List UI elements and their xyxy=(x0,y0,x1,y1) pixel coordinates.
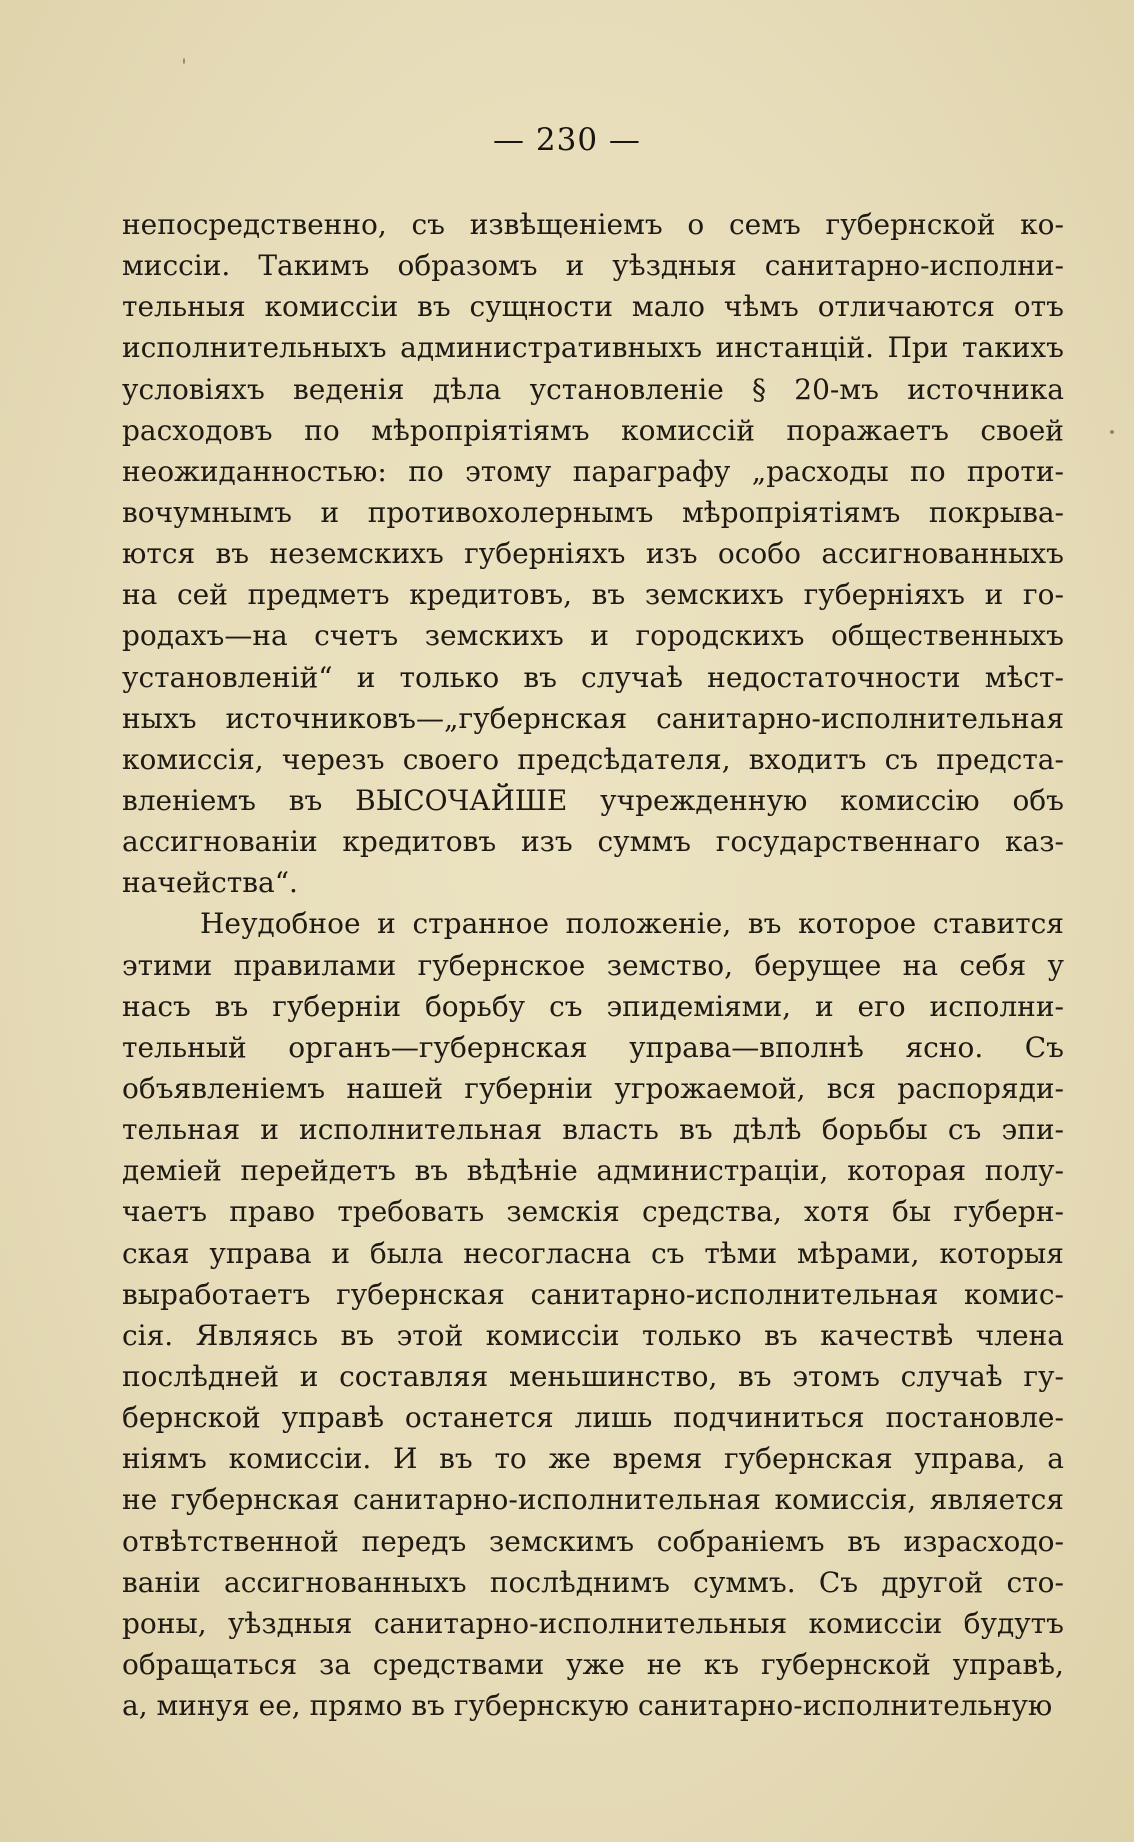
word: „расходы xyxy=(751,454,889,488)
text-line xyxy=(122,1191,1064,1232)
word: полу- xyxy=(984,1154,1064,1188)
word: 20-мъ xyxy=(794,372,879,406)
word: вся xyxy=(826,1071,876,1105)
word: государственнаго xyxy=(715,825,981,859)
word: насъ xyxy=(122,989,191,1023)
word: управа—вполнѣ xyxy=(629,1030,864,1064)
text-line xyxy=(122,327,1064,368)
word: то xyxy=(494,1442,527,1476)
word: земство, xyxy=(606,948,734,982)
word: вленіемъ xyxy=(122,783,256,817)
word: въ xyxy=(738,1359,772,1393)
word: управа, xyxy=(914,1442,1026,1476)
word: учрежденную xyxy=(600,783,808,817)
word: эпидеміями, xyxy=(606,989,792,1023)
word: санитарно-исполни- xyxy=(764,249,1064,283)
word: управѣ xyxy=(281,1401,385,1435)
word: губернской xyxy=(825,208,996,241)
word: ются xyxy=(122,537,196,571)
word: параграфу xyxy=(572,454,731,488)
word: постановле- xyxy=(885,1401,1064,1435)
word: административныхъ xyxy=(400,331,703,365)
text-line xyxy=(122,1603,1064,1644)
word: этой xyxy=(396,1318,464,1352)
word: управѣ, xyxy=(952,1647,1064,1681)
word: вочумнымъ xyxy=(122,495,292,529)
word: санитарно-исполнительная xyxy=(530,1277,939,1311)
word: мѣропріятіямъ xyxy=(681,495,901,529)
paper-speck xyxy=(1110,430,1114,434)
word: губернская xyxy=(170,1483,340,1517)
word: перейдетъ xyxy=(240,1154,396,1188)
word: миссіи. xyxy=(122,249,231,283)
word: земскія xyxy=(506,1195,620,1229)
word: предметъ xyxy=(247,578,390,612)
text-line xyxy=(122,410,1064,451)
word: объявленіемъ xyxy=(122,1071,326,1105)
word: о xyxy=(687,208,705,241)
word: къ xyxy=(703,1647,740,1681)
text-line xyxy=(122,492,1064,533)
text-line xyxy=(122,698,1064,739)
word: качествѣ xyxy=(820,1318,954,1352)
word: меньшинство, xyxy=(509,1359,718,1393)
word: не xyxy=(122,1483,158,1517)
word: отвѣтственной xyxy=(122,1524,339,1558)
text-line xyxy=(122,1562,1064,1603)
text-line xyxy=(122,286,1064,327)
word: неожиданностью: xyxy=(122,454,387,488)
word: ко- xyxy=(1020,208,1064,241)
word: своей xyxy=(980,413,1064,447)
text-line xyxy=(122,369,1064,410)
word: При xyxy=(887,331,949,365)
word: въ xyxy=(214,989,249,1023)
word: расходовъ xyxy=(122,413,273,447)
text-line xyxy=(122,1397,1064,1438)
word: является xyxy=(929,1483,1064,1517)
word: губерніи xyxy=(464,1071,594,1105)
word: образомъ xyxy=(397,249,538,283)
word: на xyxy=(122,578,158,612)
word: покрыва- xyxy=(928,495,1064,529)
word: отъ xyxy=(1013,290,1064,324)
word: и xyxy=(299,1359,319,1393)
text-line xyxy=(122,1109,1064,1150)
word: ставится xyxy=(932,907,1064,941)
word: § xyxy=(752,372,767,406)
word: управа xyxy=(209,1236,312,1270)
word: губерніяхъ xyxy=(464,537,626,571)
word: ская xyxy=(122,1236,190,1270)
word: земскихъ xyxy=(424,619,564,653)
word: и xyxy=(356,660,376,694)
word: и xyxy=(260,1113,279,1147)
word: кредитовъ, xyxy=(409,578,572,612)
word: члена xyxy=(975,1318,1064,1352)
word: установленій“ xyxy=(122,660,333,694)
word: губернская xyxy=(723,1442,893,1476)
word: губернское xyxy=(417,948,586,982)
word: губерніяхъ xyxy=(803,578,965,612)
word: тельныя xyxy=(122,290,246,324)
word: съ xyxy=(884,742,919,776)
word: случаѣ xyxy=(900,1359,1003,1393)
text-line xyxy=(122,574,1064,615)
word: себя xyxy=(959,948,1027,982)
word: и xyxy=(984,578,1004,612)
word: комиссіи xyxy=(485,1318,620,1352)
word: комиссію xyxy=(840,783,980,817)
word: счетъ xyxy=(314,619,399,653)
word: сія. xyxy=(122,1318,174,1352)
word: и xyxy=(377,907,396,941)
text-line xyxy=(122,1233,1064,1274)
word: ВЫСОЧАЙШЕ xyxy=(355,783,568,817)
word: своего xyxy=(402,742,500,776)
word: будутъ xyxy=(963,1606,1064,1640)
word: у xyxy=(1047,948,1064,982)
word: недостаточности xyxy=(707,660,961,694)
word: Являясь xyxy=(195,1318,319,1352)
word: въ xyxy=(340,1318,375,1352)
word: ассигнованныхъ xyxy=(821,537,1064,571)
word: ваніи xyxy=(122,1565,201,1599)
word: комиссіи. xyxy=(228,1442,372,1476)
word: мѣст- xyxy=(984,660,1064,694)
word: по xyxy=(304,413,340,447)
word: послѣдней xyxy=(122,1359,280,1393)
word: санитарно-исполнительная xyxy=(656,701,1064,735)
word: съ xyxy=(947,1113,982,1147)
word: земскимъ xyxy=(489,1524,635,1558)
text-line xyxy=(122,615,1064,656)
word: бы xyxy=(892,1195,932,1229)
word: общественныхъ xyxy=(830,619,1064,653)
word: Съ xyxy=(818,1565,859,1599)
word: источника xyxy=(907,372,1064,406)
word: въ xyxy=(591,578,626,612)
word: инстанцій. xyxy=(715,331,874,365)
word: берущее xyxy=(754,948,882,982)
word: уѣздныя xyxy=(612,249,737,283)
word: эпи- xyxy=(1001,1113,1064,1147)
text-line xyxy=(122,657,1064,698)
word: съ xyxy=(411,208,445,241)
word: въ xyxy=(847,1524,881,1558)
word: санитарно-исполнительныя xyxy=(373,1606,788,1640)
word: противохолернымъ xyxy=(367,495,654,529)
text-line xyxy=(122,862,1064,903)
word: комиссіи xyxy=(264,290,399,324)
word: борьбу xyxy=(424,989,526,1023)
word: за xyxy=(318,1647,351,1681)
text-line xyxy=(122,1644,1064,1685)
word: комиссій xyxy=(621,413,755,447)
word: го- xyxy=(1022,578,1064,612)
word: ассигнованіи xyxy=(122,825,318,859)
word: несогласна xyxy=(463,1236,632,1270)
word: отличаются xyxy=(817,290,995,324)
word: губерніи xyxy=(272,989,402,1023)
word: на xyxy=(902,948,939,982)
word: ніямъ xyxy=(122,1442,207,1476)
word: въ xyxy=(414,1154,449,1188)
word: дѣлѣ xyxy=(732,1113,802,1147)
word: роны, xyxy=(122,1606,207,1640)
word: комиссія, xyxy=(122,742,264,776)
word: лишь xyxy=(574,1401,653,1435)
word: предсѣдателя, xyxy=(517,742,731,776)
word: въ xyxy=(439,1442,473,1476)
word: санитарно-исполнительная xyxy=(353,1483,761,1517)
word: тельный xyxy=(122,1030,247,1064)
word: сущности xyxy=(469,290,614,324)
word: власть xyxy=(562,1113,659,1147)
word: нашей xyxy=(346,1071,444,1105)
text-line xyxy=(122,245,1064,286)
word: не xyxy=(646,1647,682,1681)
word: собраніемъ xyxy=(656,1524,825,1558)
word: по xyxy=(910,454,946,488)
word: составляя xyxy=(339,1359,489,1393)
word: Такимъ xyxy=(258,249,370,283)
word: и xyxy=(565,249,585,283)
text-line xyxy=(122,1685,1064,1726)
word: вѣдѣніе xyxy=(466,1154,578,1188)
word: израсходо- xyxy=(903,1524,1064,1558)
word: сей xyxy=(177,578,228,612)
text-line xyxy=(122,1356,1064,1397)
word: въ xyxy=(215,537,250,571)
word: особо xyxy=(717,537,802,571)
word: дѣла xyxy=(432,372,502,406)
word: губернской xyxy=(760,1647,931,1681)
word: суммъ. xyxy=(693,1565,796,1599)
word: уже xyxy=(566,1647,625,1681)
word: послѣднимъ xyxy=(489,1565,670,1599)
word: веденія xyxy=(293,372,405,406)
word: непосредственно, xyxy=(122,208,387,241)
word: входитъ xyxy=(748,742,867,776)
word: мѣропріятіямъ xyxy=(371,413,590,447)
text-line xyxy=(122,533,1064,574)
word: проти- xyxy=(966,454,1064,488)
text-line xyxy=(122,1438,1064,1479)
word: съ xyxy=(651,1236,685,1270)
word: источниковъ—„губернская xyxy=(225,701,628,735)
word: въ xyxy=(288,783,323,817)
word: случаѣ xyxy=(581,660,684,694)
word: обращаться xyxy=(122,1647,298,1681)
word: же xyxy=(548,1442,591,1476)
text-line xyxy=(122,903,1064,944)
word: средствами xyxy=(372,1647,545,1681)
word: поражаетъ xyxy=(786,413,949,447)
word: такихъ xyxy=(962,331,1064,365)
word: родахъ—на xyxy=(122,619,288,653)
word: уѣздныя xyxy=(227,1606,353,1640)
text-line xyxy=(122,451,1064,492)
word: этому xyxy=(465,454,552,488)
word: по xyxy=(408,454,444,488)
word: извѣщеніемъ xyxy=(469,208,663,241)
word: въ xyxy=(679,1113,713,1147)
word: суммъ xyxy=(597,825,691,859)
word: положеніе, xyxy=(565,907,732,941)
text-line xyxy=(122,1315,1064,1356)
word: установленіе xyxy=(529,372,724,406)
word: правилами xyxy=(233,948,397,982)
text-line xyxy=(122,821,1064,862)
word: изъ xyxy=(520,825,573,859)
word: каз- xyxy=(1005,825,1064,859)
word: чаетъ xyxy=(122,1195,208,1229)
word: чѣмъ xyxy=(723,290,799,324)
word: хотя xyxy=(804,1195,870,1229)
word: и xyxy=(331,1236,351,1270)
word: средства, xyxy=(641,1195,782,1229)
word: комиссія, xyxy=(774,1483,917,1517)
word: кредитовъ xyxy=(342,825,497,859)
word: и xyxy=(814,989,834,1023)
word: была xyxy=(369,1236,444,1270)
word: этомъ xyxy=(792,1359,880,1393)
word: условіяхъ xyxy=(122,372,265,406)
text-line xyxy=(122,739,1064,780)
word: изъ xyxy=(645,537,698,571)
page-number: — 230 — xyxy=(493,122,641,158)
word: бернской xyxy=(122,1401,261,1435)
word: сто- xyxy=(1006,1565,1064,1599)
word: а xyxy=(1047,1442,1064,1476)
word: органъ—губернская xyxy=(288,1030,588,1064)
word: въ xyxy=(417,290,451,324)
word: земскихъ xyxy=(644,578,784,612)
word: мѣрами, xyxy=(796,1236,920,1270)
word: администраціи, xyxy=(596,1154,829,1188)
word: другой xyxy=(881,1565,984,1599)
word: которая xyxy=(847,1154,967,1188)
word: комиссіи xyxy=(808,1606,943,1640)
word: передъ xyxy=(361,1524,467,1558)
word: борьбы xyxy=(821,1113,928,1147)
word: ассигнованныхъ xyxy=(224,1565,467,1599)
text-line-content: а, минуя ее, прямо въ губернскую санитарно-исполнительную xyxy=(122,1689,1053,1723)
word: которыя xyxy=(939,1236,1064,1270)
word: въ xyxy=(747,907,782,941)
text-line xyxy=(122,780,1064,821)
word: Неудобное xyxy=(200,907,361,941)
word: въ xyxy=(523,660,557,694)
text-line xyxy=(122,1521,1064,1562)
word: съ xyxy=(549,989,583,1023)
word: только xyxy=(399,660,500,694)
word: распоряди- xyxy=(897,1071,1064,1105)
word: исполнительная xyxy=(299,1113,543,1147)
body-text xyxy=(122,204,1064,1726)
word: подчиниться xyxy=(673,1401,865,1435)
word: время xyxy=(612,1442,703,1476)
text-line-content: начейства“. xyxy=(122,866,298,900)
word: этими xyxy=(122,948,213,982)
word: И xyxy=(393,1442,418,1476)
word: мало xyxy=(631,290,706,324)
word: ныхъ xyxy=(122,701,197,735)
word: губерн- xyxy=(953,1195,1064,1229)
word: Съ xyxy=(1024,1030,1064,1064)
word: и xyxy=(590,619,609,653)
word: губернская xyxy=(336,1277,505,1311)
word: его xyxy=(857,989,906,1023)
word: исполни- xyxy=(929,989,1064,1023)
word: и xyxy=(320,495,340,529)
text-line xyxy=(122,1479,1064,1520)
word: которое xyxy=(798,907,917,941)
word: исполнительныхъ xyxy=(122,331,387,365)
word: требовать xyxy=(337,1195,485,1229)
word: неземскихъ xyxy=(269,537,444,571)
word: въ xyxy=(764,1318,798,1352)
paper-speck xyxy=(183,58,185,64)
word: право xyxy=(229,1195,316,1229)
word: странное xyxy=(412,907,550,941)
word: гу- xyxy=(1023,1359,1064,1393)
text-line xyxy=(122,945,1064,986)
word: деміей xyxy=(122,1154,222,1188)
text-line xyxy=(122,986,1064,1027)
word: объ xyxy=(1012,783,1064,817)
word: тѣми xyxy=(704,1236,778,1270)
word: городскихъ xyxy=(635,619,805,653)
word: черезъ xyxy=(281,742,385,776)
text-line xyxy=(122,1150,1064,1191)
word: тельная xyxy=(122,1113,241,1147)
word: комис- xyxy=(964,1277,1064,1311)
word: предста- xyxy=(936,742,1064,776)
word: останется xyxy=(404,1401,554,1435)
text-line xyxy=(122,1274,1064,1315)
word: ясно. xyxy=(905,1030,984,1064)
text-line xyxy=(122,1027,1064,1068)
word: выработаетъ xyxy=(122,1277,311,1311)
text-line xyxy=(122,204,1064,245)
word: угрожаемой, xyxy=(614,1071,806,1105)
word: семъ xyxy=(728,208,801,241)
word: только xyxy=(641,1318,742,1352)
text-line xyxy=(122,1068,1064,1109)
